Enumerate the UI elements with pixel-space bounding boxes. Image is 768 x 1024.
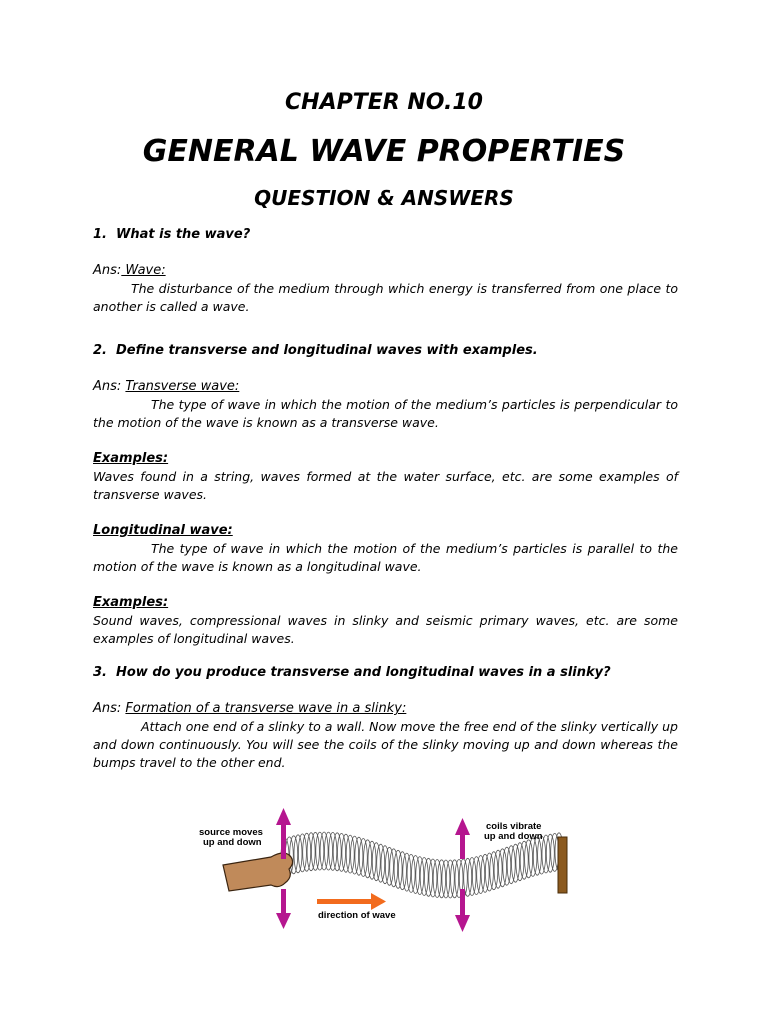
answer-term: Formation of a transverse wave in a slinky: [125, 701, 407, 716]
qa-content [93, 226, 678, 772]
question-3 [93, 664, 678, 682]
question-text: How do you produce transverse and longitudinal waves in a slinky? [116, 665, 611, 680]
source-label-line1: source moves [199, 827, 263, 838]
question-1 [93, 226, 678, 244]
direction-label: direction of wave [318, 910, 396, 921]
question-number: 2. [93, 343, 107, 358]
transverse-definition: The type of wave in which the motion of the medium’s particles is perpendicular to the motion of the wave is known as a transverse wave. [93, 397, 678, 430]
chapter-heading: CHAPTER NO.10 [285, 90, 483, 115]
answer-label: Ans: [93, 701, 126, 716]
source-label-line2: up and down [203, 837, 262, 848]
question-number: 3. [93, 665, 107, 680]
answer-3-text: Attach one end of a slinky to a wall. Now move the free end of the slinky vertically up and down continuously. You will see the coils of the slinky moving up and down whereas the bumps travel to the other end. [93, 719, 678, 770]
examples-heading-2: Examples: [93, 595, 169, 610]
slinky-wave-figure [193, 805, 578, 935]
examples-heading-1: Examples: [93, 451, 169, 466]
answer-1-text: The disturbance of the medium through which energy is transferred from one place to another is called a wave. [93, 281, 678, 314]
wall-icon [558, 837, 567, 893]
longitudinal-examples: Sound waves, compressional waves in slinky and seismic primary waves, etc. are some examples of longitudinal waves. [93, 613, 678, 646]
question-text: What is the wave? [116, 227, 251, 242]
answer-label: Ans: [93, 379, 126, 394]
longitudinal-heading: Longitudinal wave: [93, 523, 233, 538]
answer-1-heading [93, 262, 678, 280]
answer-term: Wave: [121, 263, 166, 278]
question-2 [93, 342, 678, 360]
coils-label-line1: coils vibrate [486, 821, 542, 832]
page-title: GENERAL WAVE PROPERTIES [142, 134, 626, 169]
question-text: Define transverse and longitudinal waves with examples. [116, 343, 538, 358]
direction-arrow-icon [317, 893, 386, 910]
longitudinal-definition: The type of wave in which the motion of the medium’s particles is parallel to the motion of the wave is known as a longitudinal wave. [93, 541, 678, 574]
answer-term: Transverse wave: [125, 379, 240, 394]
answer-2-heading [93, 378, 678, 396]
coils-label-line2: up and down [484, 831, 543, 842]
question-number: 1. [93, 227, 107, 242]
page-subtitle: QUESTION & ANSWERS [254, 186, 514, 210]
transverse-examples: Waves found in a string, waves formed at the water surface, etc. are some examples of transverse waves. [93, 469, 678, 502]
answer-3-heading [93, 700, 678, 718]
answer-label: Ans: [93, 263, 122, 278]
